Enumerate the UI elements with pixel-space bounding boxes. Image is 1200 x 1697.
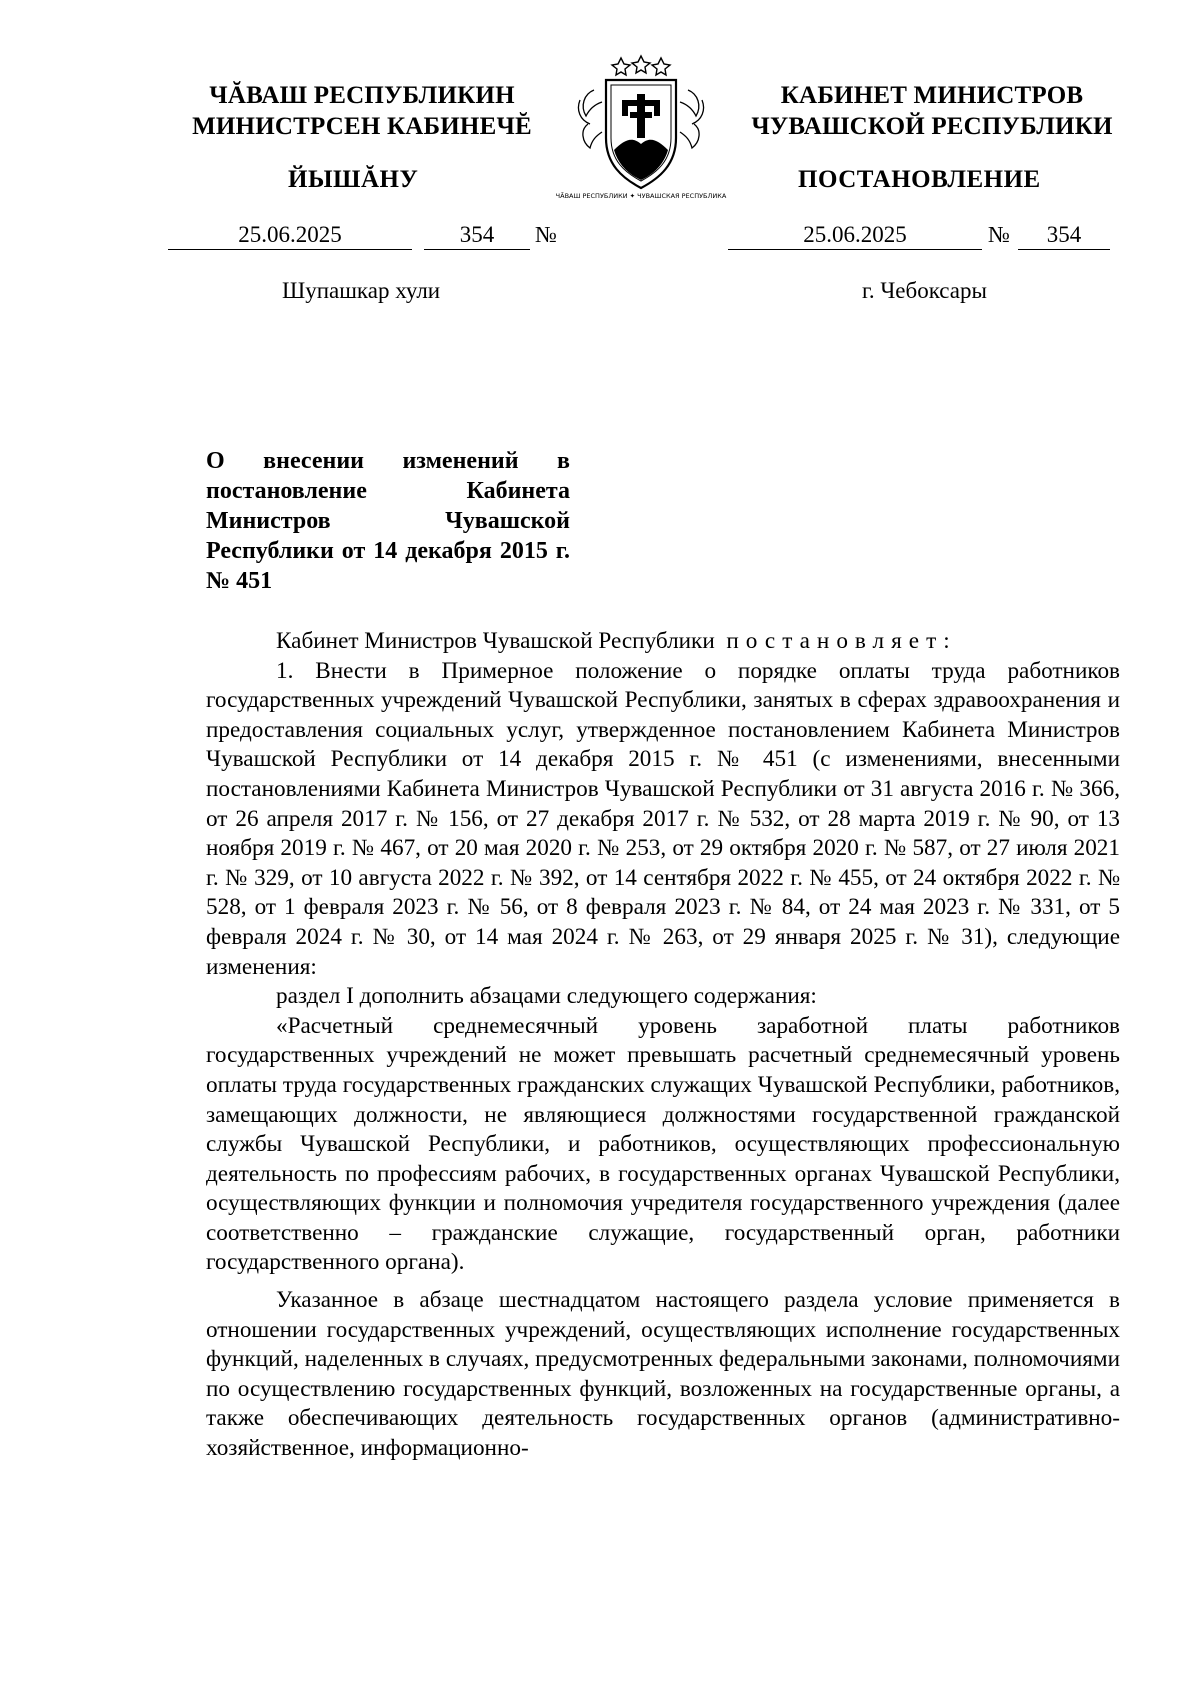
- intro-prefix: Кабинет Министров Чувашской Республики: [276, 628, 715, 654]
- header-right-org: [732, 80, 1132, 142]
- left-number-sign: №: [535, 222, 557, 247]
- header-left-line1: ЧĂВАШ РЕСПУБЛИКИН: [209, 82, 515, 109]
- paragraph-2: раздел I дополнить абзацами следующего содержания:: [276, 983, 817, 1010]
- emblem-ring-text: ЧĂВАШ РЕСПУБЛИКИ ✦ ЧУВАШСКАЯ РЕСПУБЛИКА: [555, 192, 727, 200]
- paragraph-4: Указанное в абзаце шестнадцатом настоящего раздела условие применяется в отношении государственных учреждений, осуществляющих исполнение государственных функций, наделенных в случаях, предусмотренных федеральными законами, полномочиями по осуществлению государственных функций, возложенных на государственные органы, а также обеспечивающих деятельность государственных органов (административно-хозяйственное, информационно-: [206, 1287, 1120, 1462]
- header-left-org: [176, 80, 548, 142]
- header-left-line2: МИНИСТРСЕН КАБИНЕЧĔ: [192, 113, 532, 140]
- intro-paragraph: [206, 627, 1120, 657]
- right-number-sign: №: [988, 222, 1010, 247]
- right-date: 25.06.2025: [728, 221, 982, 250]
- right-registration: [600, 221, 1200, 251]
- document-title: О внесении изменений в постановление Кабинета Министров Чувашской Республики от 14 декабря 2015 г. № 451: [206, 448, 570, 594]
- header-right-line2: ЧУВАШСКОЙ РЕСПУБЛИКИ: [751, 113, 1113, 140]
- header-right-line1: КАБИНЕТ МИНИСТРОВ: [780, 82, 1084, 109]
- document-body: [206, 627, 1120, 1464]
- right-doc-type: ПОСТАНОВЛЕНИЕ: [798, 166, 1041, 193]
- paragraph-3: «Расчетный среднемесячный уровень заработной платы работников государственных учреждений не может превышать расчетный среднемесячный уровень оплаты труда государственных гражданских служащих Чувашской Республики, работников, замещающих должности, не являющиеся должностями государственной гражданской службы Чувашской Республики, и работников, осуществляющих профессиональную деятельность по профессиям рабочих, в государственных органах Чувашской Республики, осуществляющих функции и полномочия учредителя государственного учреждения (далее соответственно – гражданские служащие, государственный орган, работники государственного органа).: [206, 1012, 1120, 1276]
- city-left: Шупашкар хули: [282, 278, 441, 303]
- right-number: 354: [1018, 221, 1110, 250]
- paragraph-1: 1. Внести в Примерное положение о порядке оплаты труда работников государственных учреждений Чувашской Республики, занятых в сферах здравоохранения и предоставления социальных услуг, утвержденное постановлением Кабинета Министров Чувашской Республики от 14 декабря 2015 г. № 451 (с изменениями, внесенными постановлениями Кабинета Министров Чувашской Республики от 31 августа 2016 г. № 366, от 26 апреля 2017 г. № 156, от 27 декабря 2017 г. № 532, от 28 марта 2019 г. № 90, от 13 ноября 2019 г. № 467, от 20 мая 2020 г. № 253, от 29 октября 2020 г. № 587, от 27 июля 2021 г. № 329, от 10 августа 2022 г. № 392, от 14 сентября 2022 г. № 455, от 24 октября 2022 г. № 528, от 1 февраля 2023 г. № 56, от 8 февраля 2023 г. № 84, от 24 мая 2023 г. № 331, от 5 февраля 2024 г. № 30, от 14 мая 2024 г. № 263, от 29 января 2025 г. № 31), следующие изменения:: [206, 657, 1120, 980]
- coat-of-arms-icon: [555, 54, 727, 202]
- left-registration: [0, 221, 600, 251]
- left-number: 354: [424, 221, 530, 250]
- left-date: 25.06.2025: [168, 221, 412, 250]
- left-doc-type: ЙЫШĂНУ: [288, 166, 419, 193]
- city-right: г. Чебоксары: [862, 278, 987, 303]
- intro-decree-word: постановляет:: [726, 628, 957, 654]
